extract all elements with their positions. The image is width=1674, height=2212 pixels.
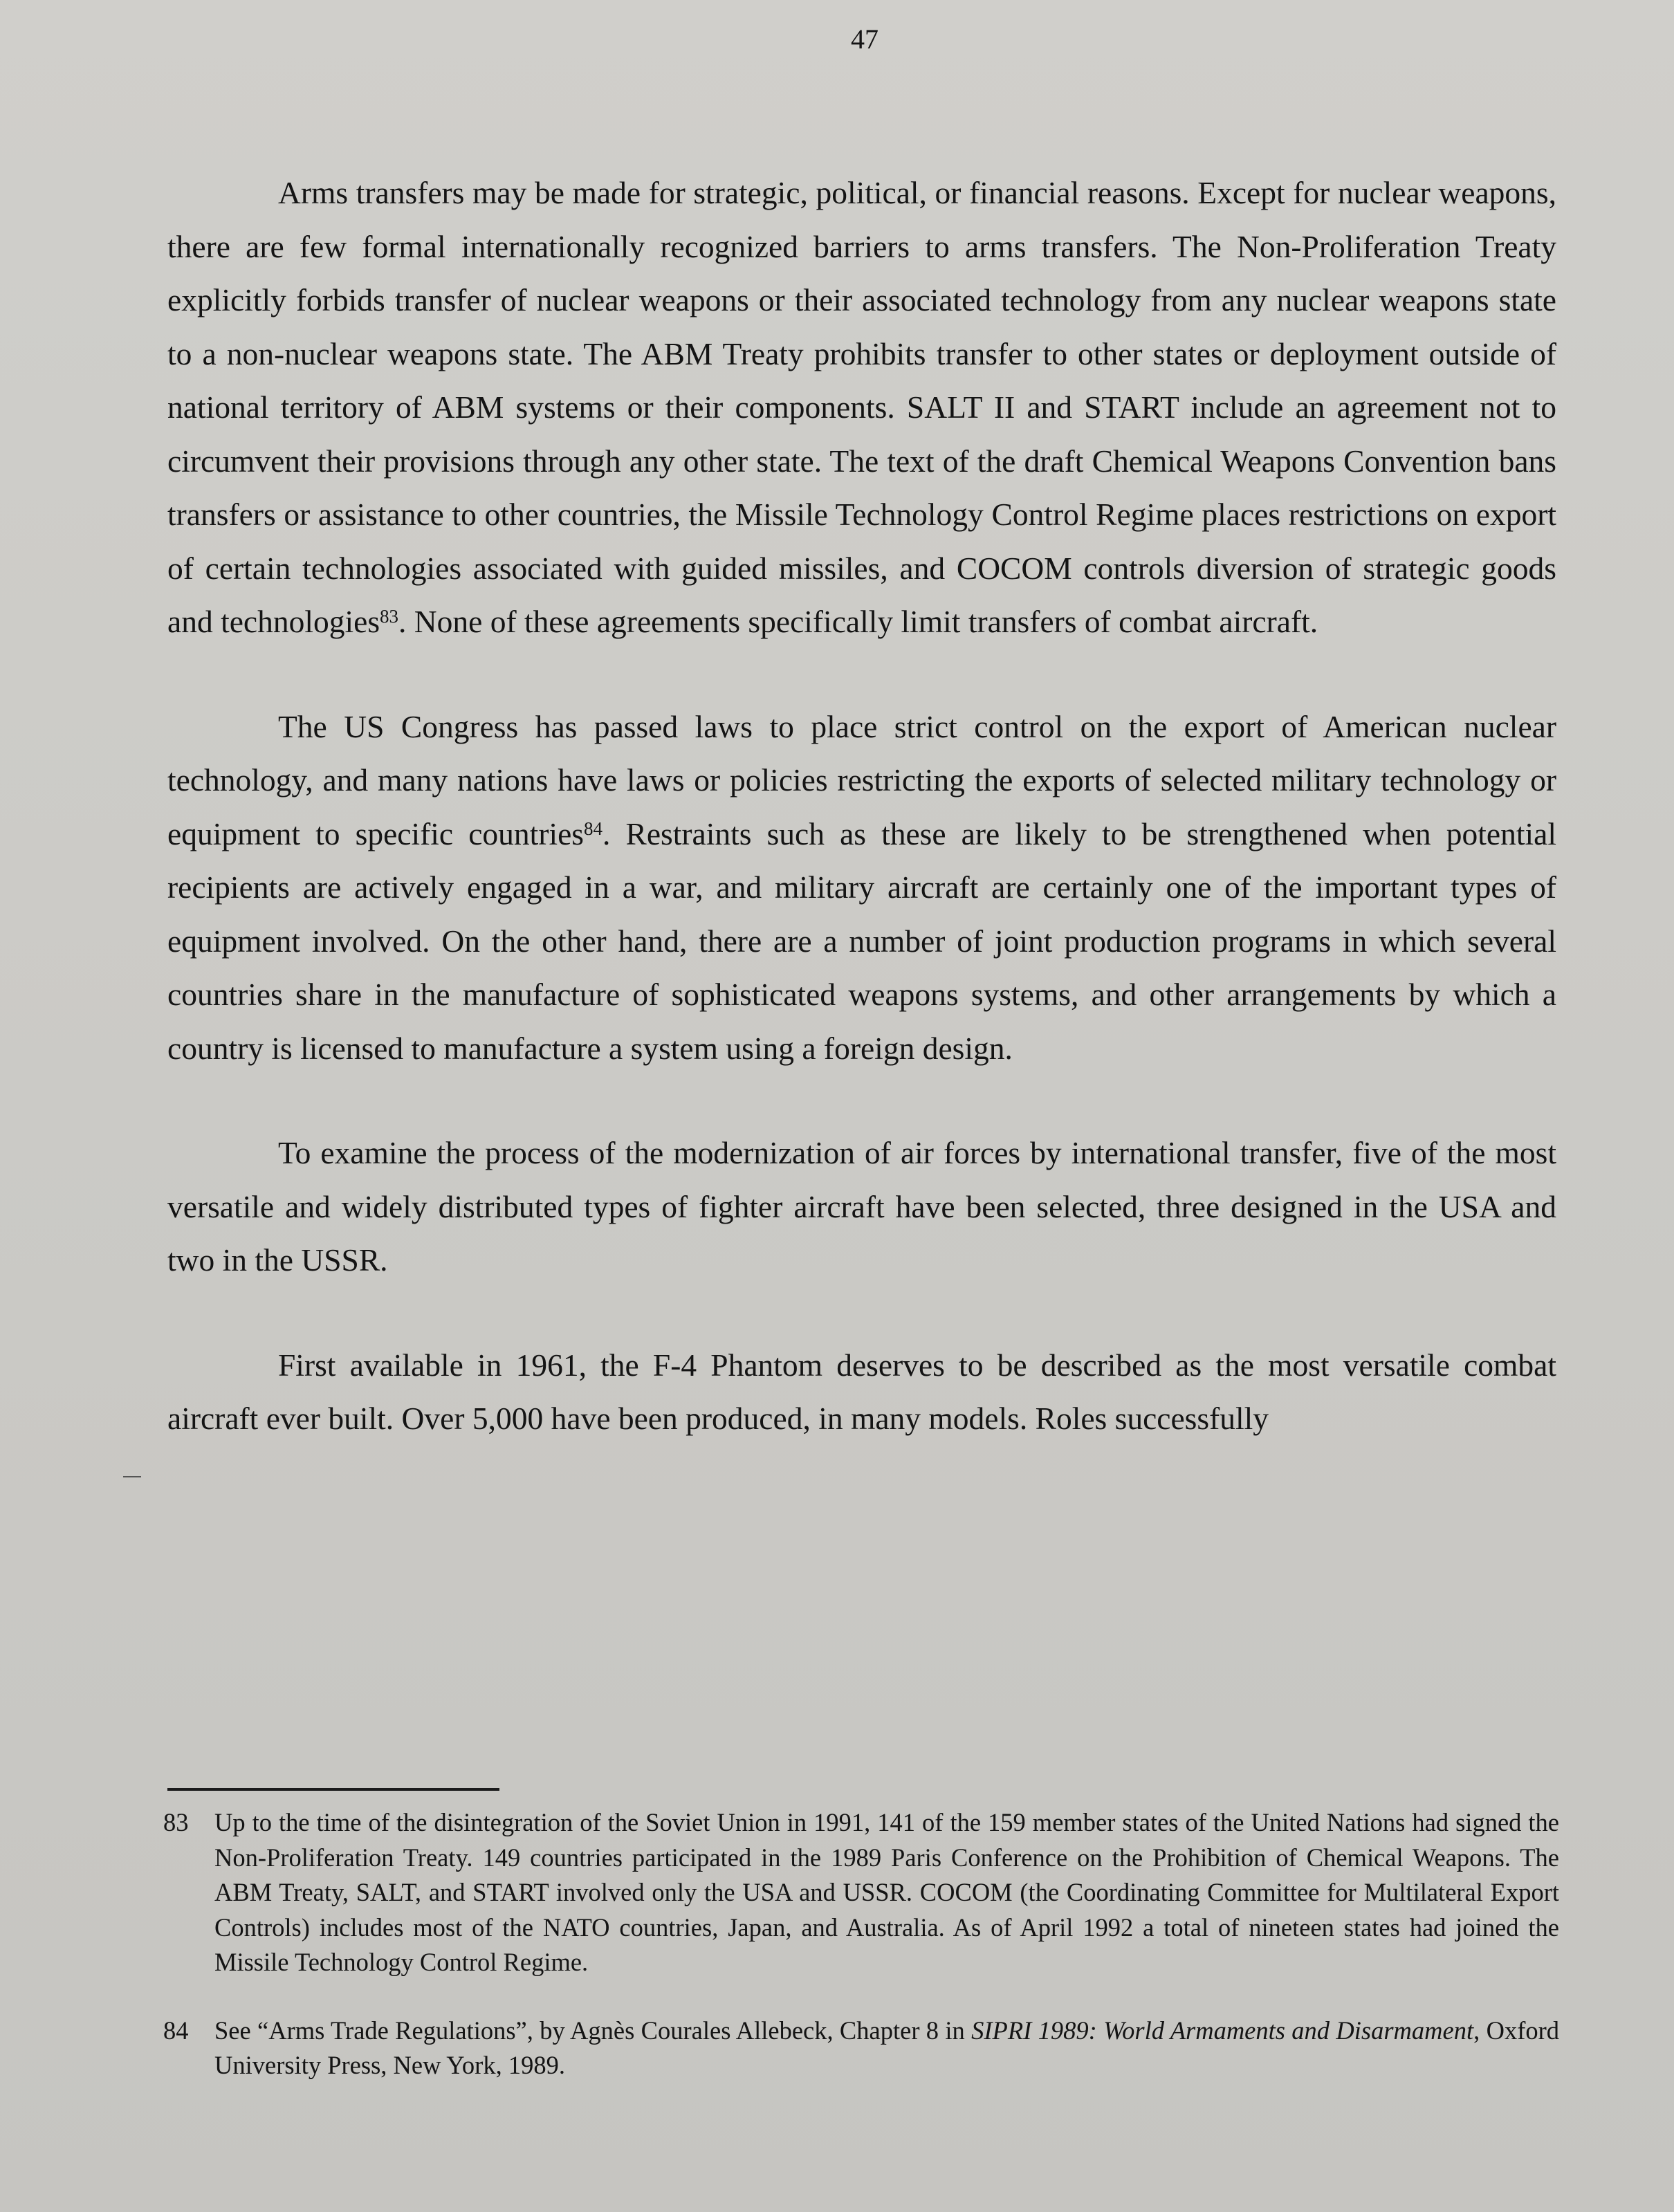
paragraph-us-congress: The US Congress has passed laws to place strict control on the export of American nuclear technology, and many nations have laws or policies restricting the exports of selected military technology or equipment to specific countries$^{84}$. Restraints such as these are likely to be strengthened when potential recipients are actively engaged in a war, and military aircraft are certainly one of the important types of equipment involved. On the other hand, there are a number of joint production programs in which several countries share in the manufacture of sophisticated weapons systems, and other arrangements by which a country is licensed to manufacture a system using a foreign design. (167, 708, 1556, 1066)
footnote-text: See “Arms Trade Regulations”, by Agnès Courales Allebeck, Chapter 8 in SIPRI 1989: World Armaments and Disarmament, Oxford University Press, New York, 1989. (214, 2016, 1560, 2079)
page-number: 47 (851, 24, 879, 55)
body-text (167, 166, 1556, 1446)
paragraph-arms-transfers: Arms transfers may be made for strategic, political, or financial reasons. Except for nuclear weapons, there are few formal internationally recognized barriers to arms transfers. The Non-Proliferation Treaty explicitly forbids transfer of nuclear weapons or their associated technology from any nuclear weapons state to a non-nuclear weapons state. The ABM Treaty prohibits transfer to other states or deployment outside of national territory of ABM systems or their components. SALT II and START include an agreement not to circumvent their provisions through any other state. The text of the draft Chemical Weapons Convention bans transfers or assistance to other countries, the Missile Technology Control Regime places restrictions on export of certain technologies associated with guided missiles, and COCOM controls diversion of strategic goods and technologies$^{83}$. None of these agreements specifically limit transfers of combat aircraft. (167, 175, 1556, 639)
paragraph-modernization: To examine the process of the modernization of air forces by international transfer, five of the most versatile and widely distributed types of fighter aircraft have been selected, three designed in the USA and two in the USSR. (167, 1135, 1556, 1278)
paragraph-f4-phantom: First available in 1961, the F-4 Phantom deserves to be described as the most versatile combat aircraft ever built. Over 5,000 have been produced, in many models. Roles successfully (167, 1347, 1556, 1436)
footnotes (163, 1805, 1559, 2117)
footnote-ref-84: 84 (584, 818, 603, 839)
footnote-number: 83 (163, 1808, 189, 1836)
footnote-ref-83: 83 (380, 606, 399, 627)
footnote-83 (163, 1805, 1559, 1980)
citation-title: SIPRI 1989: World Armaments and Disarmament (971, 2016, 1474, 2045)
margin-mark (123, 1476, 141, 1477)
footnote-84 (163, 2013, 1559, 2083)
footnote-number: 84 (163, 2016, 189, 2045)
footnote-separator (167, 1788, 499, 1791)
footnote-text: Up to the time of the disintegration of the Soviet Union in 1991, 141 of the 159 member states of the United Nations had signed the Non-Proliferation Treaty. 149 countries participated in the 1989 Paris Conference on the Prohibition of Chemical Weapons. The ABM Treaty, SALT, and START involved only the USA and USSR. COCOM (the Coordinating Committee for Multilateral Export Controls) includes most of the NATO countries, Japan, and Australia. As of April 1992 a total of nineteen states had joined the Missile Technology Control Regime. (214, 1808, 1559, 1976)
